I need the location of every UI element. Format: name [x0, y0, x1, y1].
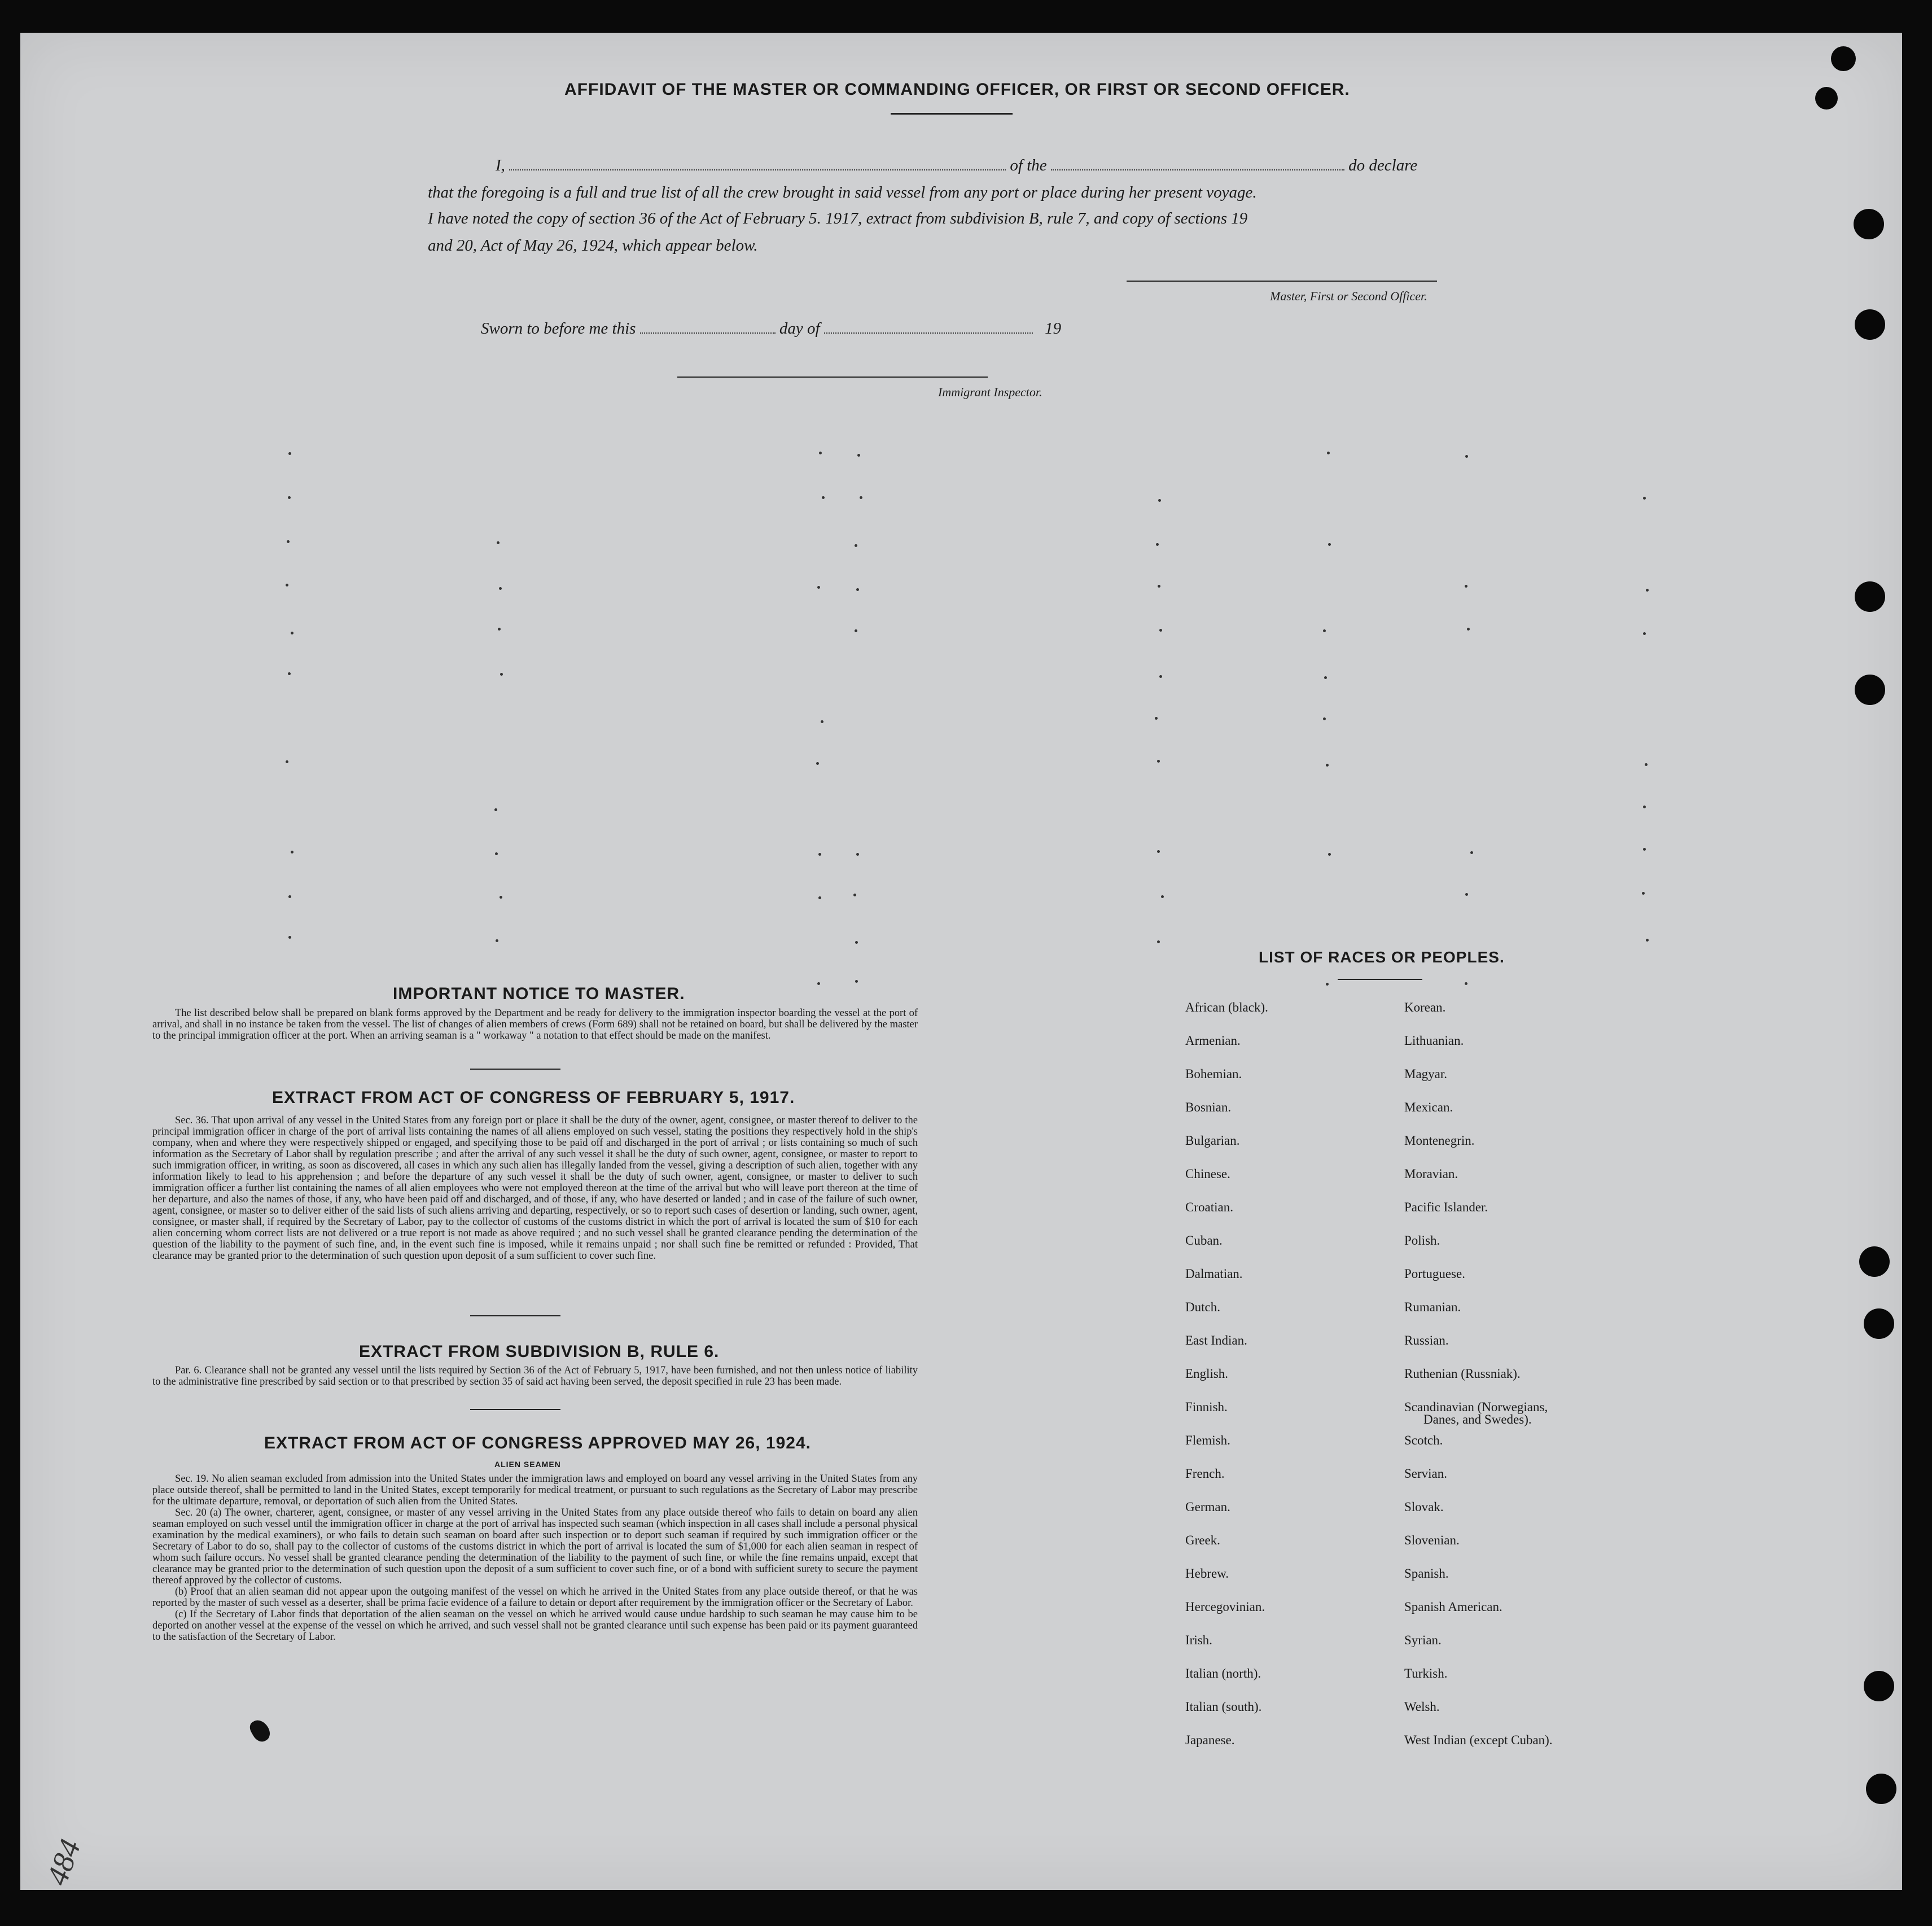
inspector-signature-label: Immigrant Inspector. [938, 385, 1042, 399]
punch-hole [1866, 1774, 1896, 1804]
race-item: Finnish. [1185, 1400, 1228, 1414]
notice-title: IMPORTANT NOTICE TO MASTER. [393, 984, 685, 1003]
races-title: LIST OF RACES OR PEOPLES. [1259, 948, 1505, 966]
race-item: English. [1185, 1367, 1229, 1381]
speck [1157, 760, 1160, 763]
extract-1924-title: EXTRACT FROM ACT OF CONGRESS APPROVED MAY 26, 1924. [264, 1434, 811, 1452]
race-item: Bohemian. [1185, 1067, 1242, 1081]
race-item: Chinese. [1185, 1167, 1230, 1181]
notice-body: The list described below shall be prepared on blank forms approved by the Department and be ready for delivery to the immigration inspector boarding the vessel at the port of arrival, and shall in no instance be taken from the vessel. The list of changes of alien members of crews (Form 689) shall not be retained on board, but shall be delivered by the master to the principal immigration officer at the port. When an arriving seaman is a " workaway " a notation to that effect should be made on the manifest. [152, 1008, 918, 1041]
speck [497, 541, 500, 544]
divider [470, 1069, 560, 1070]
race-item: Hercegovinian. [1185, 1600, 1265, 1614]
rule6-body: Par. 6. Clearance shall not be granted any vessel until the lists required by Section 36 of the Act of February 5, 1917, have been furnished, and not then unless notice of liability to the administrative fine prescribed by said section or to that prescribed by section 35 of said act having been served, the deposit specified in rule 23 has been made. [152, 1365, 918, 1387]
speck [1642, 892, 1645, 895]
punch-hole [1854, 209, 1884, 239]
race-item: Polish. [1404, 1233, 1440, 1247]
punch-hole [1864, 1671, 1894, 1701]
rule6-title: EXTRACT FROM SUBDIVISION B, RULE 6. [359, 1342, 720, 1361]
speck [855, 941, 858, 944]
speck [1328, 543, 1331, 546]
affidavit-of-the: of the [1010, 156, 1047, 174]
sworn-day-of: day of [779, 319, 820, 338]
race-item: African (black). [1185, 1000, 1268, 1014]
master-signature-line [1127, 281, 1437, 282]
sec20b: (b) Proof that an alien seaman did not appear upon the outgoing manifest of the vessel on which he arrived in the United States from any place outside thereof, or that he was reported by the master of such vessel as a deserter, shall be prima facie evidence of a failure to detain or deport after requirement by the immigration officer or the Secretary of Labor. [152, 1586, 918, 1609]
race-item: Italian (south). [1185, 1700, 1262, 1714]
speck [816, 762, 819, 765]
speck [855, 544, 857, 547]
speck [1328, 853, 1331, 856]
race-item: Russian. [1404, 1333, 1449, 1347]
speck [1155, 717, 1158, 720]
affidavit-line-1 [428, 151, 1478, 180]
speck [1465, 982, 1467, 985]
speck [1156, 543, 1159, 546]
affidavit-declare: do declare [1348, 156, 1418, 174]
race-item: Turkish. [1404, 1666, 1448, 1680]
speck [288, 496, 291, 499]
race-item: Magyar. [1404, 1067, 1448, 1081]
race-item: Slovak. [1404, 1500, 1444, 1514]
master-signature-label: Master, First or Second Officer. [1270, 289, 1427, 303]
speck [1643, 806, 1646, 808]
speck [853, 894, 856, 896]
sec19: Sec. 19. No alien seaman excluded from admission into the United States under the immigration laws and employed on board any vessel arriving in the United States from any place outside thereof, shall be permitted to land in the United States, except temporarily for medical treatment, or pursuant to such regulations as the Secretary of Labor may prescribe for the ultimate departure, removal, or deportation of such alien from the United States. [152, 1473, 918, 1507]
race-item: Slovenian. [1404, 1533, 1460, 1547]
race-item: Ruthenian (Russniak). [1404, 1367, 1521, 1381]
race-item: Flemish. [1185, 1433, 1230, 1447]
extract-1924-subtitle: ALIEN SEAMEN [494, 1460, 561, 1469]
race-item: Montenegrin. [1404, 1133, 1475, 1148]
race-item: German. [1185, 1500, 1230, 1514]
race-item: Syrian. [1404, 1633, 1442, 1647]
punch-hole [1864, 1308, 1894, 1339]
speck [291, 851, 293, 853]
affidavit-line-2: that the foregoing is a full and true list of all the crew brought in said vessel from any port or place during her present voyage. [428, 183, 1257, 202]
race-item: Greek. [1185, 1533, 1220, 1547]
speck [1645, 763, 1648, 766]
race-item: Welsh. [1404, 1700, 1440, 1714]
speck [818, 853, 821, 856]
speck [1323, 717, 1326, 720]
speck [1643, 632, 1646, 635]
race-item: Rumanian. [1404, 1300, 1461, 1314]
speck [500, 896, 502, 899]
margin-note: 484 [40, 1835, 87, 1890]
speck [860, 496, 862, 499]
speck [1324, 676, 1327, 679]
race-item: French. [1185, 1467, 1225, 1481]
speck [1327, 452, 1330, 454]
speck [288, 895, 291, 898]
races-title-underline [1338, 979, 1422, 980]
speck [1326, 764, 1329, 767]
sworn-year: 19 [1045, 319, 1062, 338]
extract-1917-body: Sec. 36. That upon arrival of any vessel in the United States from any foreign port or place it shall be the duty of the owner, agent, consignee, or master thereof to deliver to the principal immigration officer in charge of the port of arrival lists containing the names of all aliens employed on such vessel, stating the positions they respectively hold in the ship's company, when and where they were respectively shipped or engaged, and specifying those to be paid off and discharged in the port of arrival ; or lists containing so much of such information as the Secretary of Labor shall by regulation prescribe ; and after the arrival of any such vessel it shall be the duty of such owner, agent, consignee, or master to report to such immigration officer, in writing, as soon as discovered, all cases in which any such alien has illegally landed from the vessel, giving a description of such alien, together with any information likely to lead to his apprehension ; and before the departure of any such vessel it shall be the duty of such owner, agent, consignee, or master to deliver to such immigration officer a further list containing the names of all alien employees who were not employed thereon at the time of the arrival but who will leave port thereon at the time of her departure, and also the names of those, if any, who have been paid off and discharged, and of those, if any, who have deserted or landed ; and in case of the failure of such owner, agent, consignee, or master so to deliver either of the said lists of such aliens arriving and departing, respectively, or so to report such cases of desertion or landing, such owner, agent, consignee, or master shall, if required by the Secretary of Labor, pay to the collector of customs of the customs district in which the port of arrival is located the sum of $10 for each alien concerning whom correct lists are not delivered or a true report is not made as above required ; and no such vessel shall be granted clearance pending the determination of the question of the liability to the payment of such fine, and, in the event such fine is imposed, while it remains unpaid ; nor shall such fine be remitted or refunded : Provided, That clearance may be granted prior to the determination of such question upon deposit of a sum sufficient to cover such fine. [152, 1115, 918, 1262]
race-item: Japanese. [1185, 1733, 1235, 1747]
speck [856, 588, 859, 591]
race-item: Lithuanian. [1404, 1034, 1464, 1048]
sworn-month-blank [824, 321, 1033, 334]
speck [817, 586, 820, 589]
race-item: Bulgarian. [1185, 1133, 1240, 1148]
race-item: Scotch. [1404, 1433, 1443, 1447]
speck [1159, 629, 1162, 632]
speck [495, 852, 498, 855]
race-item: East Indian. [1185, 1333, 1247, 1347]
speck [288, 452, 291, 455]
speck [1323, 629, 1326, 632]
speck [287, 540, 290, 543]
speck [286, 584, 288, 586]
master-name-blank [509, 158, 1006, 170]
race-item: Portuguese. [1404, 1267, 1465, 1281]
speck [818, 896, 821, 899]
speck [821, 720, 823, 723]
punch-hole [1855, 309, 1885, 340]
race-item: Pacific Islander. [1404, 1200, 1488, 1214]
speck [288, 936, 291, 939]
sec20c: (c) If the Secretary of Labor finds that deportation of the alien seaman on the vessel on which he arrived would cause undue hardship to such seaman he may cause him to be deported on another vessel at the expense of the vessel on which he arrived, and such vessel shall not be granted clearance until such expense has been paid or its payment guaranteed to the satisfaction of the Secretary of Labor. [152, 1609, 918, 1643]
speck [496, 939, 498, 942]
speck [291, 632, 293, 634]
punch-hole [1859, 1246, 1890, 1277]
notice-text [152, 1008, 918, 1041]
race-item: Irish. [1185, 1633, 1212, 1647]
extract-1917-text [152, 1115, 918, 1262]
speck [499, 587, 502, 590]
race-item: Mexican. [1404, 1100, 1453, 1114]
extract-1924-text [152, 1473, 918, 1643]
speck [822, 496, 825, 499]
divider [470, 1409, 560, 1410]
punch-hole [1855, 581, 1885, 612]
speck [1467, 628, 1470, 631]
race-item: Spanish American. [1404, 1600, 1502, 1614]
race-item: Armenian. [1185, 1034, 1241, 1048]
race-item: Moravian. [1404, 1167, 1458, 1181]
speck [856, 853, 859, 856]
speck [500, 673, 503, 676]
speck [1643, 848, 1646, 851]
speck [1159, 675, 1162, 678]
sec20a: Sec. 20 (a) The owner, charterer, agent, consignee, or master of any vessel arriving in the United States from any place outside thereof who fails to detain on board any alien seaman employed on such vessel until the immigration officer in charge at the port of arrival has inspected such seaman (which inspection in all cases shall include a personal physical examination by the medical examiners), or who fails to detain such seaman on board after such inspection or to deport such seaman if required by such immigration officer or the Secretary of Labor to do so, shall pay to the collector of customs of the customs district in which the port of arrival is located the sum of $1,000 for each alien seaman in respect of whom such failure occurs. No vessel shall be granted clearance pending the determination of the liability to the payment of such fine, or while the fine remains unpaid, except that clearance may be granted prior to the determination of such question upon the deposit of a sum sufficient to cover such fine, or of a bond with sufficient surety to secure the payment thereof approved by the collector of customs. [152, 1507, 918, 1586]
race-item: Hebrew. [1185, 1566, 1229, 1581]
speck [1646, 939, 1649, 942]
speck [819, 452, 822, 454]
race-item: Dutch. [1185, 1300, 1220, 1314]
speck [1465, 893, 1468, 896]
race-item: Croatian. [1185, 1200, 1233, 1214]
speck [494, 808, 497, 811]
race-item: Italian (north). [1185, 1666, 1261, 1680]
race-item: Dalmatian. [1185, 1267, 1243, 1281]
sworn-day-blank [640, 321, 776, 334]
punch-hole [1815, 87, 1838, 110]
affidavit-line-4: and 20, Act of May 26, 1924, which appear below. [428, 237, 758, 255]
race-item: Servian. [1404, 1467, 1448, 1481]
title-underline [891, 113, 1013, 115]
speck [1157, 850, 1160, 853]
affidavit-line-3: I have noted the copy of section 36 of the Act of February 5. 1917, extract from subdivision B, rule 7, and copy of sections 19 [428, 209, 1248, 227]
speck [817, 982, 820, 985]
race-item: Korean. [1404, 1000, 1446, 1014]
speck [1326, 983, 1329, 986]
affidavit-title: AFFIDAVIT OF THE MASTER OR COMMANDING OFFICER, OR FIRST OR SECOND OFFICER. [564, 80, 1350, 99]
rule6-text [152, 1365, 918, 1387]
punch-hole [1855, 675, 1885, 705]
race-item: Scandinavian (Norwegians, [1404, 1400, 1548, 1414]
speck [1157, 940, 1160, 943]
vessel-name-blank [1051, 158, 1344, 170]
affidavit-i: I, [496, 156, 505, 174]
speck [1470, 851, 1473, 854]
speck [1646, 589, 1649, 592]
race-item: West Indian (except Cuban). [1404, 1733, 1553, 1747]
extract-1917-title: EXTRACT FROM ACT OF CONGRESS OF FEBRUARY 5, 1917. [272, 1088, 795, 1107]
divider [470, 1315, 560, 1316]
speck [288, 672, 291, 675]
race-item: Cuban. [1185, 1233, 1223, 1247]
sworn-label: Sworn to before me this [481, 319, 636, 338]
race-item: Bosnian. [1185, 1100, 1232, 1114]
speck [498, 628, 501, 631]
speck [286, 760, 288, 763]
speck [855, 629, 857, 632]
speck [1161, 895, 1164, 898]
speck [1158, 499, 1161, 502]
inspector-signature-line [677, 377, 988, 378]
punch-hole [1831, 46, 1856, 71]
speck [1465, 585, 1467, 588]
speck [857, 454, 860, 457]
sworn-line [481, 319, 1061, 338]
speck [1158, 585, 1160, 588]
speck [855, 980, 858, 983]
speck [1643, 497, 1646, 500]
race-scandinavian-cont: Danes, and Swedes). [1423, 1412, 1532, 1426]
race-item: Spanish. [1404, 1566, 1449, 1581]
speck [1465, 455, 1468, 458]
